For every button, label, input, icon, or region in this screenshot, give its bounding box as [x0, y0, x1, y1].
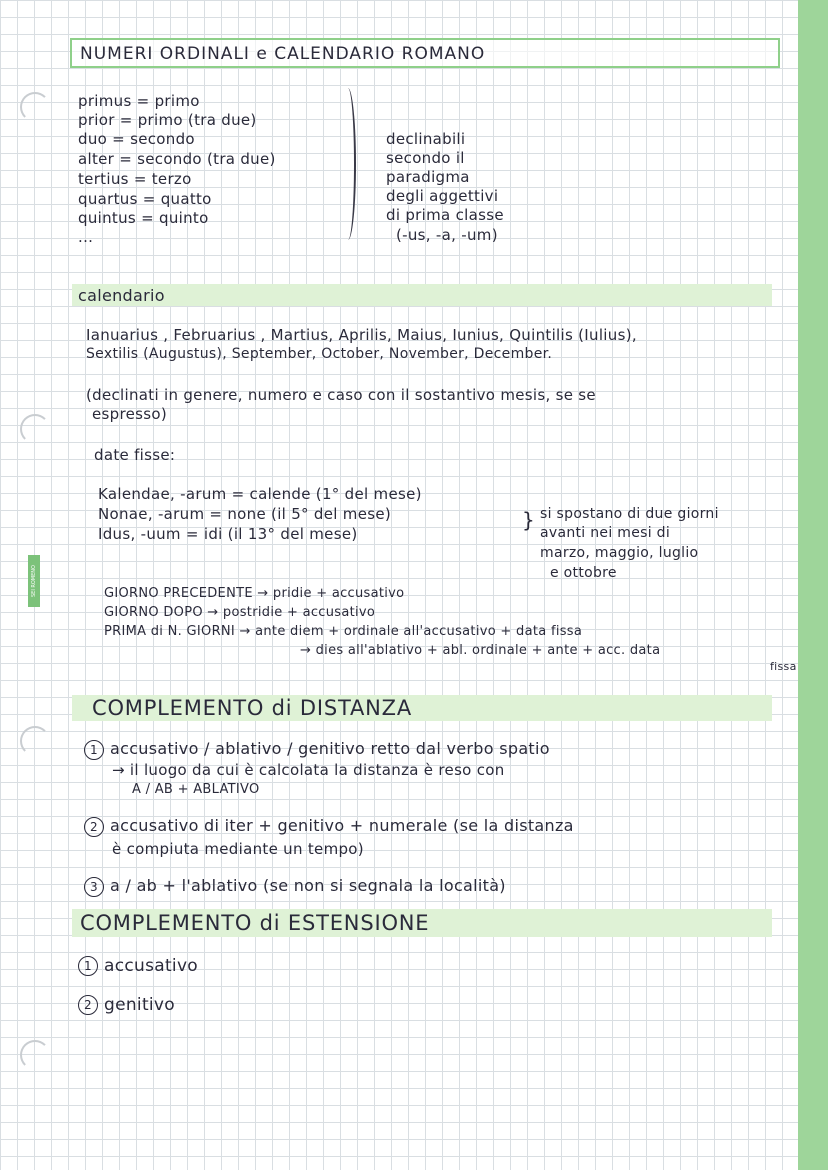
note-line: paradigma [386, 168, 470, 186]
item-text: genitivo [104, 995, 175, 1015]
note-line: secondo il [386, 149, 465, 167]
date-fisse-label: date fisse: [94, 446, 176, 464]
item-text: → il luogo da cui è calcolata la distanza è reso con [112, 761, 505, 779]
ordinal-line: alter = secondo (tra due) [78, 150, 276, 168]
distanza-item [84, 816, 574, 837]
months-line: Sextilis (Augustus), September, October, November, December. [86, 346, 553, 362]
binder-ring [20, 1040, 50, 1070]
curly-brace [340, 88, 356, 240]
rule-line: PRIMA di N. GIORNI → ante diem + ordinale all'accusativo + data fissa [104, 624, 583, 639]
shift-note: si spostano di due giorni [540, 506, 719, 522]
rule-line: GIORNO DOPO → postridie + accusativo [104, 605, 376, 620]
declined-note: (declinati in genere, numero e caso con il sostantivo mesis, se se [86, 386, 596, 404]
binder-ring [20, 726, 50, 756]
distanza-item [84, 876, 506, 897]
section-heading: COMPLEMENTO di DISTANZA [92, 696, 413, 720]
item-text: accusativo [104, 956, 199, 976]
small-brace: } [522, 508, 536, 532]
shift-note: avanti nei mesi di [540, 525, 671, 541]
item-text: A / AB + ABLATIVO [132, 782, 260, 797]
binder-ring [20, 414, 50, 444]
number-badge: 2 [84, 817, 104, 837]
ordinal-line: ... [78, 228, 94, 246]
rule-line: → dies all'ablativo + abl. ordinale + ante + acc. data [300, 643, 661, 658]
ordinal-line: quartus = quatto [78, 190, 212, 208]
number-badge: 3 [84, 877, 104, 897]
ordinal-line: duo = secondo [78, 130, 195, 148]
ordinal-line: tertius = terzo [78, 170, 192, 188]
estensione-item [78, 995, 175, 1015]
section-heading: COMPLEMENTO di ESTENSIONE [80, 911, 430, 935]
estensione-item [78, 956, 198, 976]
note-line: (-us, -a, -um) [396, 226, 498, 244]
page-edge-strip [798, 0, 828, 1170]
number-badge: 2 [78, 995, 98, 1015]
months-line: Ianuarius , Februarius , Martius, Aprilis, Maius, Iunius, Quintilis (Iulius), [86, 326, 637, 344]
distanza-item [84, 739, 550, 760]
number-badge: 1 [84, 740, 104, 760]
page-title: NUMERI ORDINALI e CALENDARIO ROMANO [80, 44, 486, 64]
section-heading: calendario [78, 286, 165, 305]
note-line: di prima classe [386, 206, 504, 224]
shift-note: e ottobre [550, 565, 617, 581]
binder-ring [20, 92, 50, 122]
item-text: a / ab + l'ablativo (se non si segnala la località) [110, 876, 506, 895]
brand-tag: SEI ROMENO [28, 555, 40, 607]
page-title-box [70, 38, 780, 68]
rule-line: GIORNO PRECEDENTE → pridie + accusativo [104, 586, 405, 601]
fixed-date: Kalendae, -arum = calende (1° del mese) [98, 485, 422, 503]
fixed-date: Idus, -uum = idi (il 13° del mese) [98, 525, 358, 543]
highlight-bar [72, 284, 772, 306]
item-text: accusativo di iter + genitivo + numerale (se la distanza [110, 816, 574, 835]
item-text: accusativo / ablativo / genitivo retto dal verbo spatio [110, 739, 550, 758]
ordinal-line: quintus = quinto [78, 209, 209, 227]
note-line: declinabili [386, 130, 466, 148]
ordinal-line: primus = primo [78, 92, 200, 110]
number-badge: 1 [78, 956, 98, 976]
rule-tail: fissa [770, 660, 797, 673]
note-line: degli aggettivi [386, 187, 499, 205]
declined-note: espresso) [92, 405, 167, 423]
fixed-date: Nonae, -arum = none (il 5° del mese) [98, 505, 392, 523]
item-text: è compiuta mediante un tempo) [112, 840, 364, 858]
ordinal-line: prior = primo (tra due) [78, 111, 257, 129]
shift-note: marzo, maggio, luglio [540, 545, 699, 561]
